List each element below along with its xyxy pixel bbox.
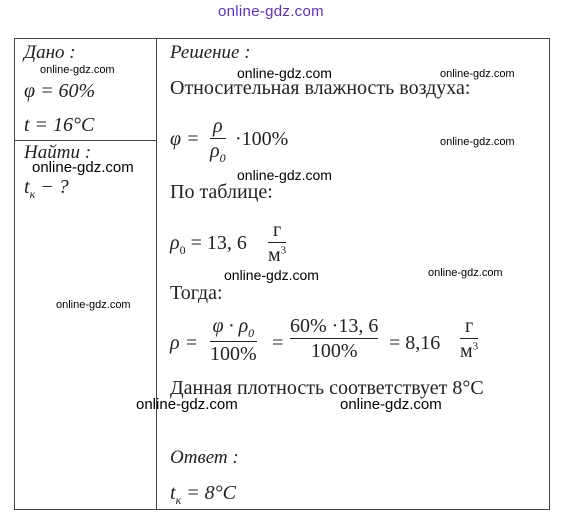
given-find-divider — [14, 140, 156, 141]
watermark: online-gdz.com — [340, 396, 442, 413]
formula2-result: = 8,16 — [389, 332, 441, 354]
solution-header: Решение : — [170, 42, 251, 63]
rho0-unit: г $м^3$ — [268, 219, 287, 266]
find-tk: $t_к$ − ? — [24, 176, 69, 201]
formula2-unit: г $м^3$ — [460, 315, 479, 362]
formula2-fraction2: 60% ·13, 6 100% — [290, 315, 379, 362]
formula1-rhs: ·100% — [235, 128, 289, 150]
table-label: По таблице: — [170, 181, 273, 203]
formula2-lhs: ρ = — [170, 332, 199, 354]
formula2-equals: = — [272, 332, 284, 354]
table-bottom-border — [14, 509, 550, 510]
table-column-divider — [156, 38, 157, 510]
watermark: online-gdz.com — [136, 396, 238, 413]
rho0-value: $\rho_0 = 13$, 6 — [170, 232, 247, 257]
humidity-label: Относительная влажность воздуха: — [170, 77, 471, 99]
find-header: Найти : — [24, 142, 92, 163]
answer-value: $t_к = 8^\circ C$ — [170, 482, 237, 507]
table-left-border — [14, 38, 15, 510]
site-header-link[interactable]: online-gdz.com — [218, 3, 324, 20]
watermark: online-gdz.com — [428, 267, 503, 279]
watermark: online-gdz.com — [237, 167, 332, 183]
watermark: online-gdz.com — [32, 159, 134, 176]
given-temperature: t = 16°C — [24, 114, 95, 136]
then-label: Тогда: — [170, 282, 223, 304]
table-top-border — [14, 38, 550, 39]
given-header: Дано : — [24, 42, 76, 63]
formula1-fraction: ρ $\rho_0$ — [210, 115, 226, 165]
watermark: online-gdz.com — [40, 64, 115, 76]
density-text: Данная плотность соответствует 8°C — [170, 377, 484, 399]
watermark: online-gdz.com — [224, 267, 319, 283]
formula2-fraction1: $\varphi \cdot \rho_0$ 100% — [210, 315, 257, 365]
answer-header: Ответ : — [170, 447, 239, 468]
table-right-border — [549, 38, 550, 510]
given-phi: φ = 60% — [24, 80, 96, 102]
watermark: online-gdz.com — [237, 65, 332, 81]
watermark: online-gdz.com — [56, 299, 131, 311]
watermark: online-gdz.com — [440, 68, 515, 80]
watermark: online-gdz.com — [440, 136, 515, 148]
formula1-lhs: φ = — [170, 128, 200, 150]
